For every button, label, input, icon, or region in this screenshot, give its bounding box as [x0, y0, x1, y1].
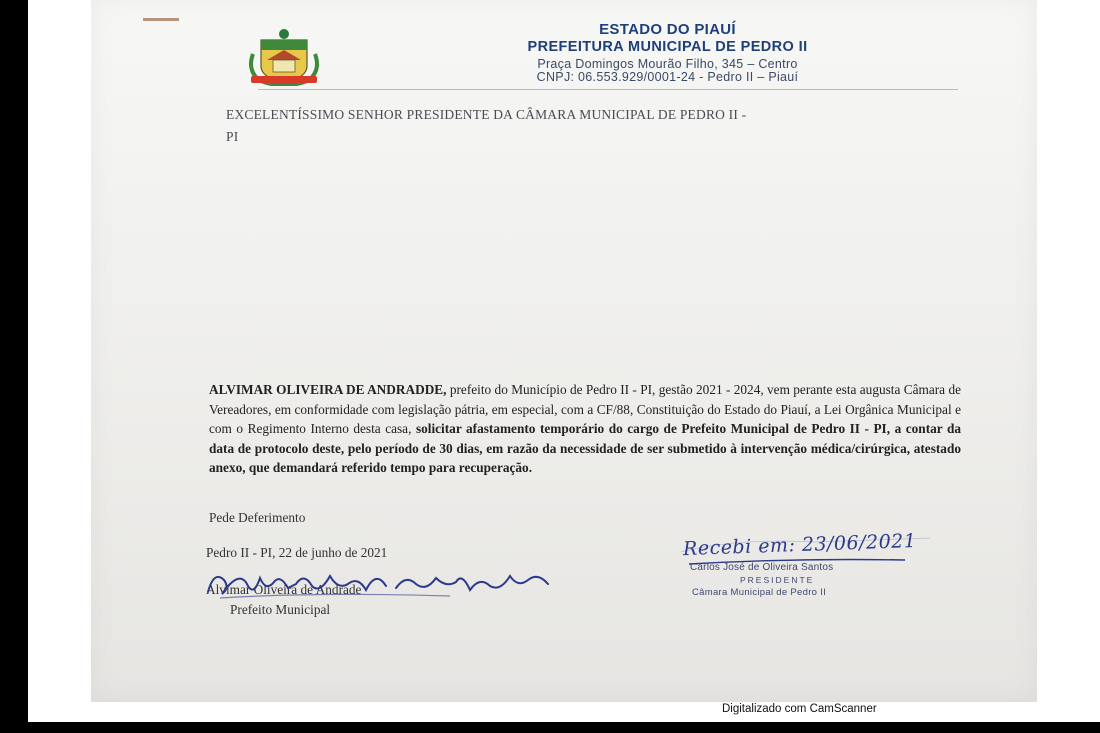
- closing-deferimento: Pede Deferimento: [209, 510, 306, 525]
- edge-mark: [143, 18, 179, 21]
- header-state: ESTADO DO PIAUÍ: [599, 21, 736, 38]
- president-organization: Câmara Municipal de Pedro II: [692, 587, 827, 598]
- request-intro: prefeito do Município de Pedro II - PI, gestão 2021 - 2024, vem perante esta augusta Câmara de Vereadores, em conformidade com legislação pátria, em especial, com a CF/88, Constituição do Estado do Piauí, a Lei Orgânica Municipal e com o Regimento Interno desta casa,: [209, 382, 961, 436]
- president-title: PRESIDENTE: [740, 575, 815, 585]
- receipt-text: Recebi em: 23/06/2021: [682, 529, 917, 561]
- requester-name: ALVIMAR OLIVEIRA DE ANDRADDE,: [209, 382, 447, 397]
- request-paragraph: [209, 380, 961, 478]
- header-prefecture: PREFEITURA MUNICIPAL DE PEDRO II: [527, 39, 808, 55]
- date-line: Pedro II - PI, 22 de junho de 2021: [206, 545, 388, 560]
- signatory-name: Alvimar Oliveira de Andrade: [206, 582, 362, 597]
- mayor-signature-icon: [200, 562, 565, 604]
- header-cnpj: CNPJ: 06.553.929/0001-24 - Pedro II – Piauí: [536, 70, 799, 84]
- president-name: Carlos José de Oliveira Santos: [690, 562, 834, 573]
- addressee-line-2: PI: [226, 129, 239, 144]
- scanner-watermark: Digitalizado com CamScanner: [722, 703, 877, 715]
- addressee: [226, 104, 966, 148]
- addressee-line-1: EXCELENTÍSSIMO SENHOR PRESIDENTE DA CÂMARA MUNICIPAL DE PEDRO II -: [226, 107, 747, 122]
- municipal-crest-icon: [245, 26, 323, 86]
- header-address: Praça Domingos Mourão Filho, 345 – Centro: [537, 57, 798, 71]
- signatory-role: Prefeito Municipal: [230, 602, 331, 617]
- request-statement: solicitar afastamento temporário do cargo de Prefeito Municipal de Pedro II - PI, a contar da data de protocolo deste, pelo período de 30 dias, em razão da necessidade de ser submetido à intervenção médica/cirúrgica, atestado anexo, que demandará referido tempo para recuperação.: [209, 421, 961, 475]
- header-divider: [258, 89, 958, 90]
